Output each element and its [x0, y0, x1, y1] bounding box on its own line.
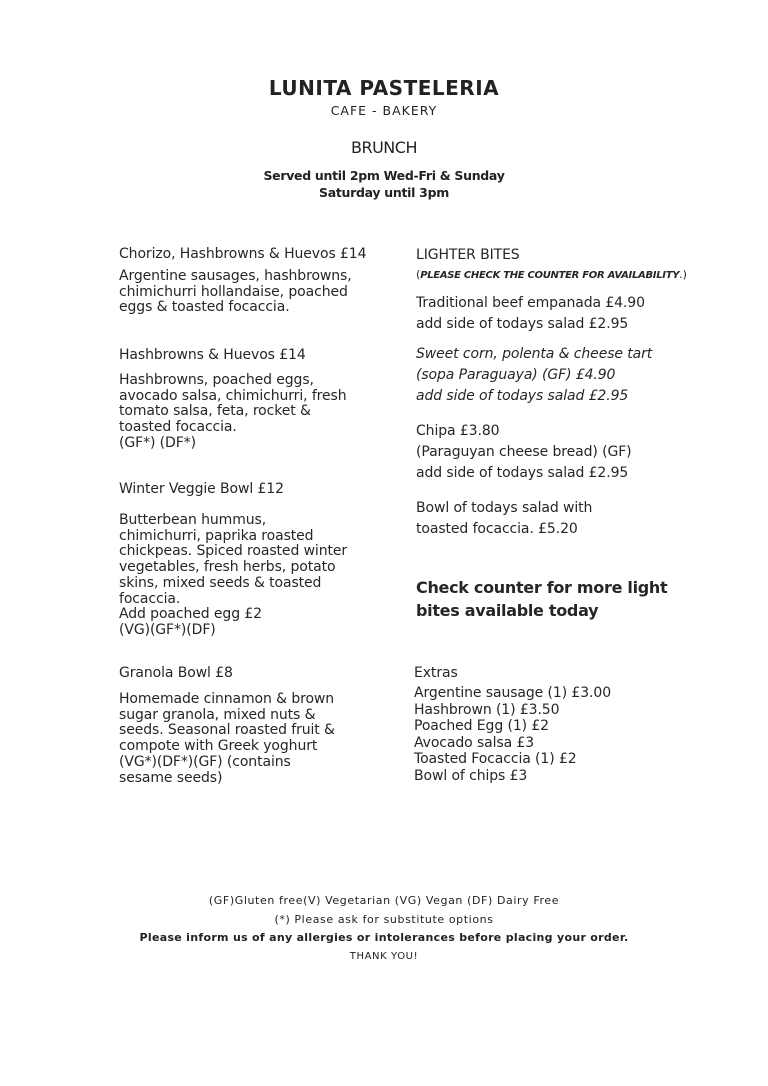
description-line: Add poached egg £2	[119, 606, 262, 623]
lighter-bite-item	[416, 293, 645, 335]
serving-time-saturday: Saturday until 3pm	[319, 185, 449, 200]
item-line: add side of todays salad £2.95	[416, 387, 629, 404]
description-line: Argentine sausages, hashbrowns,	[119, 268, 352, 284]
menu-item-title: Granola Bowl £8	[119, 665, 233, 681]
item-line: (sopa Paraguaya) (GF) £4.90	[416, 366, 616, 383]
lighter-bite-item	[416, 344, 652, 406]
menu-item-description	[119, 513, 347, 639]
dietary-key: (GF)Gluten free(V) Vegetarian (VG) Vegan (DF) Dairy Free	[208, 894, 560, 907]
extra-item: Toasted Focaccia (1) £2	[414, 751, 577, 767]
description-line: Butterbean hummus,	[119, 512, 267, 528]
item-line: add side of todays salad £2.95	[416, 315, 629, 332]
note-text: PLEASE CHECK THE COUNTER FOR AVAILABILITY	[420, 270, 680, 281]
description-line: Hashbrowns, poached eggs,	[119, 372, 314, 388]
allergy-notice: Please inform us of any allergies or intolerances before placing your order.	[139, 931, 629, 944]
heading: Extras	[414, 665, 458, 681]
description-line: seeds. Seasonal roasted fruit &	[119, 722, 335, 739]
menu-item-description	[119, 269, 352, 316]
item-line: Traditional beef empanada £4.90	[416, 295, 645, 311]
description-line: sugar granola, mixed nuts &	[119, 706, 316, 723]
description-line: skins, mixed seeds & toasted	[119, 574, 322, 591]
extra-item: Hashbrown (1) £3.50	[414, 701, 560, 718]
heading: LIGHTER BITES	[416, 247, 520, 263]
description-line: compote with Greek yoghurt	[119, 738, 318, 755]
serving-times	[0, 167, 768, 201]
item-line: Chipa £3.80	[416, 423, 500, 439]
extras-heading	[414, 666, 458, 682]
extra-item: Bowl of chips £3	[414, 767, 528, 784]
menu-item-title: Hashbrowns & Huevos £14	[119, 347, 306, 363]
description-line: chimichurri hollandaise, poached	[119, 283, 348, 300]
menu-item-title: Winter Veggie Bowl £12	[119, 481, 284, 497]
description-line: vegetables, fresh herbs, potato	[119, 559, 336, 576]
menu-item-description	[119, 692, 335, 786]
lighter-bite-item	[416, 421, 632, 483]
item-line: toasted focaccia. £5.20	[416, 520, 578, 537]
description-line: chimichurri, paprika roasted	[119, 527, 314, 544]
section-title: BRUNCH	[351, 138, 417, 157]
item-line: add side of todays salad £2.95	[416, 464, 629, 481]
paren: .)	[679, 268, 687, 281]
description-line: (VG)(GF*)(DF)	[119, 621, 216, 638]
paren: (	[416, 268, 421, 281]
extra-item: Poached Egg (1) £2	[414, 718, 549, 734]
item-line: Sweet corn, polenta & cheese tart	[416, 346, 653, 362]
item-line: (Paraguyan cheese bread) (GF)	[416, 443, 632, 460]
callout-line: Check counter for more light	[416, 578, 668, 597]
page-title: LUNITA PASTELERIA	[268, 76, 500, 100]
description-line: (GF*) (DF*)	[119, 434, 196, 451]
item-line: Bowl of todays salad with	[416, 500, 593, 516]
substitute-note: (*) Please ask for substitute options	[274, 912, 494, 926]
callout	[416, 576, 667, 622]
lighter-bite-item	[416, 498, 592, 540]
menu-item-description	[119, 373, 347, 452]
footer	[0, 892, 768, 966]
subtitle: CAFE - BAKERY	[330, 103, 438, 118]
description-line: eggs & toasted focaccia.	[119, 299, 290, 316]
thank-you: THANK YOU!	[349, 950, 419, 962]
description-line: avocado salsa, chimichurri, fresh	[119, 387, 347, 404]
description-line: focaccia.	[119, 590, 181, 607]
serving-time-weekday: Served until 2pm Wed-Fri & Sunday	[263, 168, 505, 183]
description-line: toasted focaccia.	[119, 419, 237, 436]
description-line: chickpeas. Spiced roasted winter	[119, 543, 348, 560]
description-line: Homemade cinnamon & brown	[119, 691, 335, 707]
menu-item-title: Chorizo, Hashbrowns & Huevos £14	[119, 246, 367, 262]
extras-list	[414, 685, 611, 784]
description-line: (VG*)(DF*)(GF) (contains	[119, 753, 291, 770]
extra-item: Avocado salsa £3	[414, 734, 535, 751]
extra-item: Argentine sausage (1) £3.00	[414, 685, 612, 701]
callout-line: bites available today	[416, 601, 599, 620]
availability-note	[416, 267, 687, 284]
description-line: sesame seeds)	[119, 769, 223, 786]
lighter-bites-heading	[416, 248, 520, 264]
description-line: tomato salsa, feta, rocket &	[119, 403, 311, 420]
